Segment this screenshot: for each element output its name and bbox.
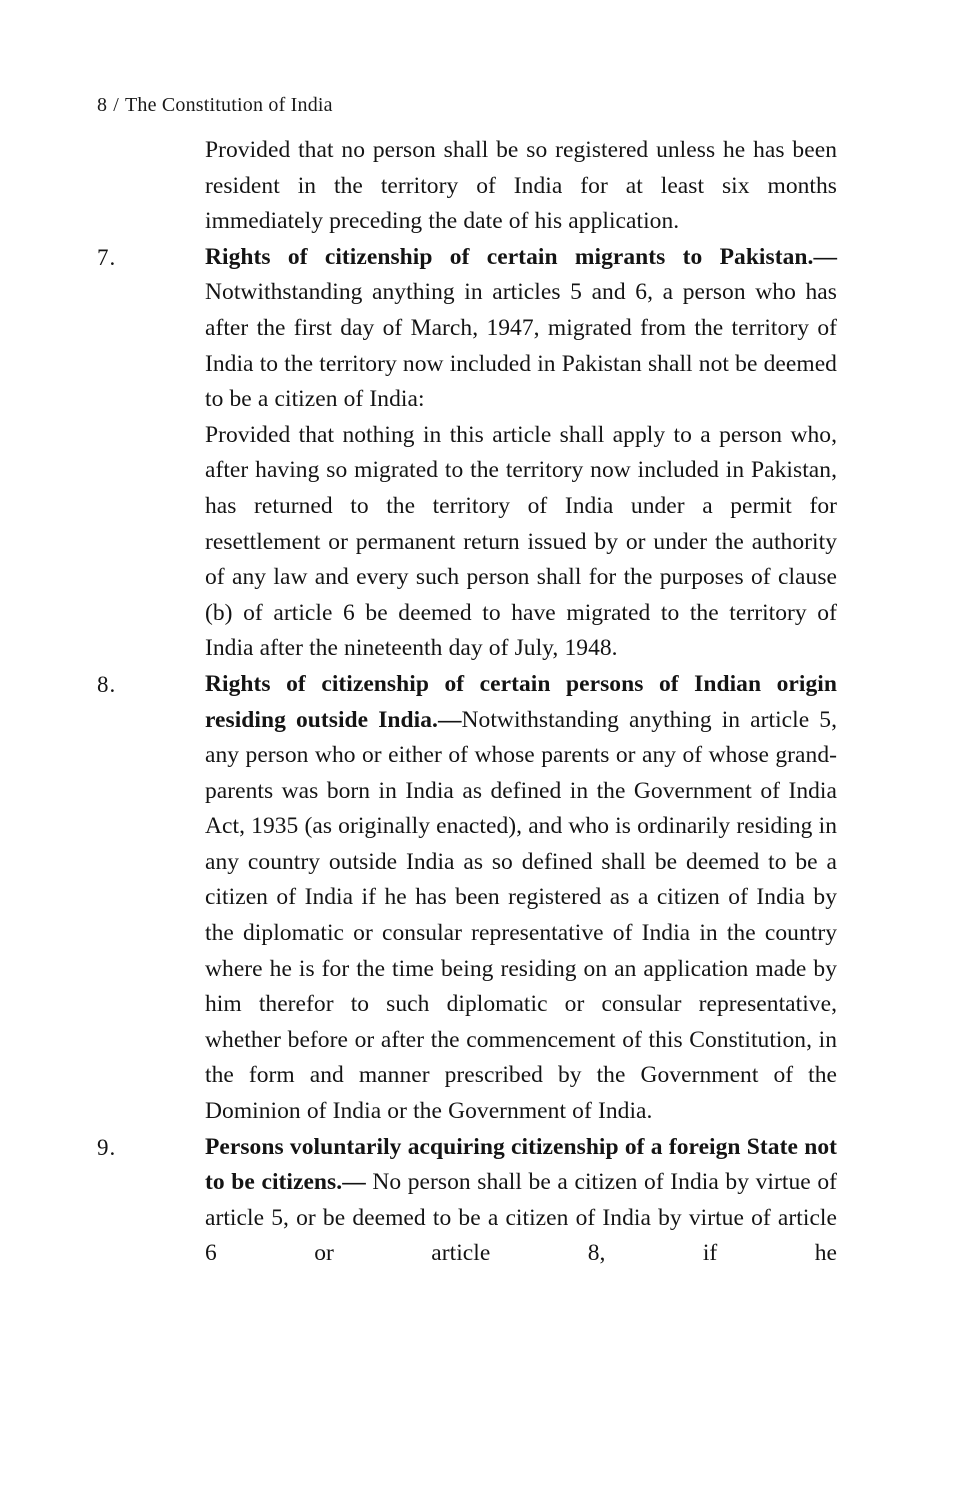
article-9-heading-dash: —: [342, 1169, 373, 1196]
article-7-proviso: Provided that nothing in this article shall apply to a person who, after having so migrated to the territory now included in Pakistan, has returned to the territory of India under a permit for resettlement or permanent return issued by or under the authority of any law and every such person shall for the purposes of clause (b) of article 6 be deemed to have migrated to the territory of India after the nineteenth day of July, 1948.: [205, 421, 837, 662]
running-head: [97, 92, 333, 118]
article-9: [97, 1130, 837, 1272]
running-head-separator: /: [113, 94, 119, 116]
article-7-heading: Rights of citizenship of certain migrants to Pakistan.: [205, 243, 814, 270]
article-9-first-paragraph: [205, 1130, 837, 1272]
article-8-first-paragraph: [205, 667, 837, 1130]
continuation-proviso-block: [97, 133, 837, 240]
article-8-body: [205, 667, 837, 1130]
article-9-body: [205, 1130, 837, 1272]
page-folio-number: 8: [97, 94, 108, 116]
article-7-heading-dash: —: [813, 243, 837, 270]
article-8-heading-dash: —: [437, 706, 462, 733]
article-7-body: [205, 240, 837, 667]
article-8-heading: Rights of citizenship of certain persons of Indian origin residing outside India.: [205, 670, 837, 733]
article-7-number: 7.: [97, 244, 117, 270]
article-9-number: 9.: [97, 1134, 117, 1160]
article-8: [97, 667, 837, 1130]
continuation-proviso-body: [205, 133, 837, 240]
article-8-number: 8.: [97, 671, 117, 697]
article-7: [97, 240, 837, 667]
running-head-title: The Constitution of India: [124, 94, 333, 116]
article-7-text: Notwithstanding anything in articles 5 and 6, a person who has after the first day of March, 1947, migrated from the territory of India to the territory now included in Pakistan shall not be deemed to be a citizen of India:: [205, 279, 837, 413]
article-9-heading: Persons voluntarily acquiring citizenship of a foreign State not to be citizens.: [205, 1133, 837, 1196]
page-body: [97, 133, 837, 1272]
article-9-text: No person shall be a citizen of India by virtue of article 5, or be deemed to be a citizen of India by virtue of article 6 or article 8, if he: [205, 1169, 838, 1267]
article-8-text: Notwithstanding anything in article 5, any person who or either of whose parents or any of whose grand-parents was born in India as defined in the Government of India Act, 1935 (as originally enacted), and who is ordinarily residing in any country outside India as so defined shall be deemed to be a citizen of India if he has been registered as a citizen of India by the diplomatic or consular representative of India in the country where he is for the time being residing on an application made by him therefor to such diplomatic or consular representative, whether before or after the commencement of this Constitution, in the form and manner prescribed by the Government of the Dominion of India or the Government of India.: [205, 706, 837, 1125]
article-7-first-paragraph: [205, 240, 837, 418]
paragraph-opening-proviso: Provided that no person shall be so registered unless he has been resident in the territory of India for at least six months immediately preceding the date of his application.: [205, 137, 837, 235]
